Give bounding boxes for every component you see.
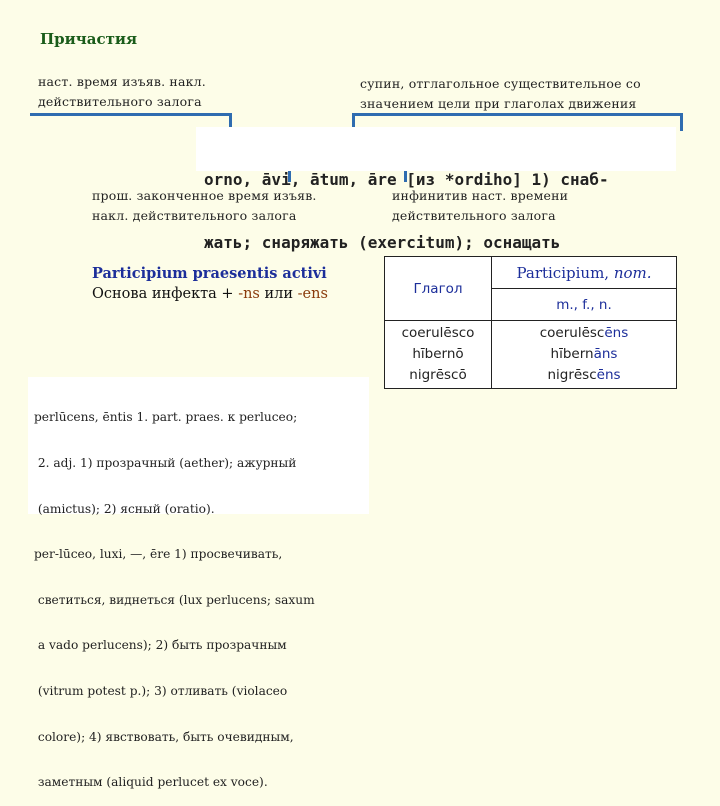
infinitive-note-line1: инфинитив наст. времени <box>392 188 569 203</box>
present-note-line1: наст. время изъяв. накл. <box>38 74 206 89</box>
infinitive-note <box>392 186 568 226</box>
participle-ending: ēns <box>596 367 621 383</box>
present-tense-note <box>38 72 206 112</box>
scan-line: (amictus); 2) ясный (oratio). <box>34 501 215 516</box>
scan-line: (vitrum potest p.); 3) отливать (violaceo <box>34 684 288 699</box>
table-verb: hībernō <box>412 346 464 362</box>
table-header-verb: Глагол <box>385 257 492 321</box>
page-title: Причастия <box>40 30 138 48</box>
participle-case: nom. <box>613 263 652 282</box>
scan-line: 2. adj. 1) прозрачный (aether); ажурный <box>34 456 297 471</box>
table-verbs-cell <box>385 321 492 389</box>
rule-suffix-ens: -ens <box>297 286 328 302</box>
rule-text <box>92 284 328 304</box>
connector-present <box>30 113 230 116</box>
supine-note-line2: значением цели при глаголах движения <box>360 96 637 111</box>
connector-supine <box>352 113 682 116</box>
perfect-tense-note <box>92 186 317 226</box>
table-participle <box>492 323 676 344</box>
table-participle <box>492 344 676 365</box>
perfect-note-line2: накл. действительного залога <box>92 208 297 223</box>
table-participles-cell <box>492 321 677 389</box>
participle-ending: ēns <box>604 325 629 341</box>
supine-note <box>360 74 641 114</box>
table-subheader-genders: m., f., n. <box>492 289 677 321</box>
rule-text-mid: или <box>259 286 298 302</box>
dictionary-entry-line2: жать; снаряжать (exercitum); оснащать <box>204 233 561 252</box>
rule-heading: Participium praesentis activi <box>92 265 327 282</box>
scan-line: a vado perlucens); 2) быть прозрачным <box>34 638 287 653</box>
table-participle <box>492 365 676 386</box>
infinitive-note-line2: действительного залога <box>392 208 556 223</box>
participle-label: Participium, <box>516 263 610 282</box>
connector-supine-right <box>680 113 683 131</box>
dictionary-entry-line1: orno, āvi, ātum, āre [из *ordiho] 1) снаб- <box>204 170 609 189</box>
rule-text-prefix: Основа инфекта + <box>92 286 239 302</box>
scan-line: светиться, виднеться (lux perlucens; saxum <box>34 592 315 607</box>
participle-rule <box>92 264 328 304</box>
dictionary-scan-perluceo <box>28 377 369 790</box>
present-note-line2: действительного залога <box>38 94 202 109</box>
scan-line: colore); 4) явствовать, быть очевидным, <box>34 729 294 744</box>
participle-stem: coerulēsc <box>539 325 605 341</box>
scan-line: заметным (aliquid perlucet ex voce). <box>34 775 268 790</box>
scan-line: per-lūceo, luxi, —, ēre 1) просвечивать, <box>34 547 283 562</box>
participle-stem: nigrēsc <box>547 367 597 383</box>
scan-line: perlūcens, ēntis 1. part. praes. к perluceo; <box>34 410 298 425</box>
perfect-note-line1: прош. законченное время изъяв. <box>92 188 317 203</box>
table-verb: nigrēscō <box>409 367 467 383</box>
table-header-participle <box>492 257 677 289</box>
participle-stem: hībern <box>550 346 594 362</box>
rule-suffix-ns: -ns <box>238 286 260 302</box>
participle-table <box>384 256 677 389</box>
supine-note-line1: супин, отглагольное существительное со <box>360 76 641 91</box>
table-verb: coerulēsco <box>401 325 475 341</box>
participle-ending: āns <box>593 346 618 362</box>
